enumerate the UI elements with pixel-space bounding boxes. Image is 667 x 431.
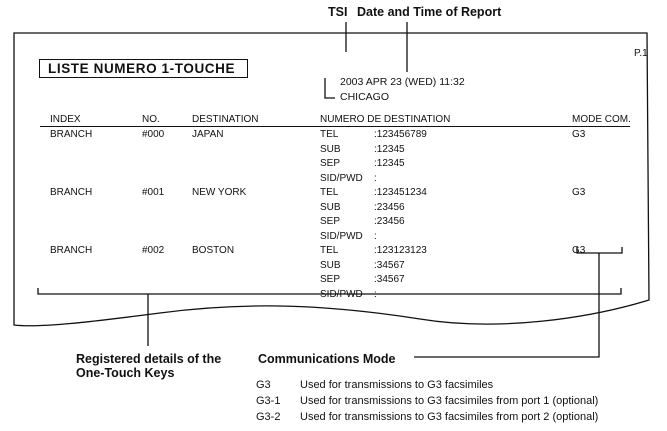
legend-code: G3: [256, 379, 271, 391]
entry-mode: G3: [572, 245, 586, 256]
column-header-no: NO.: [142, 114, 160, 125]
registered-details-label-line1: Registered details of the: [76, 352, 222, 366]
entry-index: BRANCH: [50, 187, 93, 198]
entry-mode: G3: [572, 129, 586, 140]
entry-line-value: :123456789: [374, 129, 427, 140]
entry-line-label: SEP: [320, 158, 341, 169]
entry-index: BRANCH: [50, 245, 93, 256]
page-number: P.1: [634, 48, 648, 59]
entry-line-value: :: [374, 172, 377, 184]
tsi-callout-label: TSI: [328, 5, 348, 19]
report-datetime: 2003 APR 23 (WED) 11:32: [340, 76, 465, 88]
legend-description: Used for transmissions to G3 facsimiles from port 1 (optional): [300, 395, 599, 407]
entry-mode: G3: [572, 187, 586, 198]
entry-index: BRANCH: [50, 129, 93, 140]
column-header-mode: MODE COM.: [572, 114, 631, 125]
entry-line-value: :23456: [374, 201, 405, 213]
entry-line-label: SEP: [320, 216, 341, 227]
entry-destination: JAPAN: [192, 129, 224, 140]
entry-number: #000: [142, 129, 165, 140]
registered-details-label-line2: One-Touch Keys: [76, 366, 175, 380]
entry-destination: NEW YORK: [192, 187, 247, 198]
entry-line-value: :12345: [374, 143, 405, 155]
entry-line-label: SUB: [320, 143, 341, 155]
entry-line-label: SID/PWD: [320, 288, 363, 300]
entry-line-label: SUB: [320, 201, 341, 213]
tsi-value: CHICAGO: [340, 91, 390, 103]
entry-line-label: SID/PWD: [320, 172, 363, 184]
entry-line-value: :34567: [374, 259, 405, 271]
entry-line-value: :12345: [374, 158, 405, 169]
entry-destination: BOSTON: [192, 245, 235, 256]
legend-code: G3-2: [256, 411, 281, 423]
entry-line-value: :: [374, 288, 377, 300]
datetime-callout-label: Date and Time of Report: [357, 5, 502, 19]
entry-line-label: SEP: [320, 274, 341, 285]
entry-number: #002: [142, 245, 165, 256]
entry-line-value: :123123123: [374, 245, 427, 256]
entry-line-label: TEL: [320, 129, 339, 140]
entry-line-value: :23456: [374, 216, 405, 227]
column-header-number: NUMERO DE DESTINATION: [320, 114, 451, 125]
report-title: LISTE NUMERO 1-TOUCHE: [39, 59, 248, 78]
entry-line-value: :123451234: [374, 187, 427, 198]
legend-description: Used for transmissions to G3 facsimiles: [300, 379, 494, 391]
header-rule: [40, 126, 630, 127]
column-header-index: INDEX: [50, 114, 81, 125]
entry-line-value: :: [374, 230, 377, 242]
entry-line-label: TEL: [320, 245, 339, 256]
communications-mode-label: Communications Mode: [258, 352, 396, 366]
entry-line-value: :34567: [374, 274, 405, 285]
entry-number: #001: [142, 187, 165, 198]
column-header-destination: DESTINATION: [192, 114, 259, 125]
legend-code: G3-1: [256, 395, 281, 407]
entry-line-label: SUB: [320, 259, 341, 271]
entry-line-label: SID/PWD: [320, 230, 363, 242]
legend-description: Used for transmissions to G3 facsimiles from port 2 (optional): [300, 411, 599, 423]
entry-line-label: TEL: [320, 187, 339, 198]
